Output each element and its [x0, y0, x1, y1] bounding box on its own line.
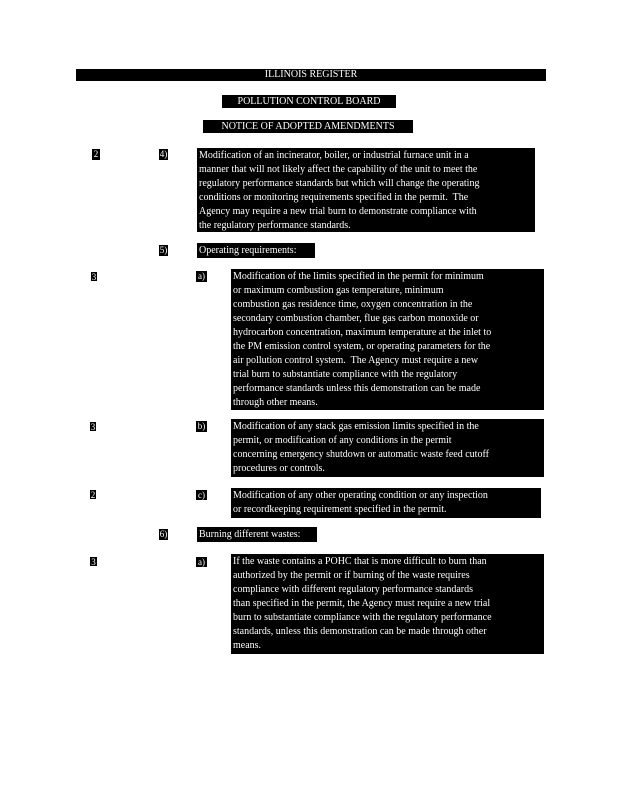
item-label: 5) — [159, 245, 168, 255]
paragraph-line: authorized by the permit or if burning of the waste requires — [233, 570, 470, 581]
paragraph-line: procedures or controls. — [233, 463, 325, 474]
notice-title: NOTICE OF ADOPTED AMENDMENTS — [203, 120, 413, 133]
paragraph-line: or maximum combustion gas temperature, minimum — [233, 285, 444, 296]
item-paragraph — [231, 419, 544, 477]
item-heading — [197, 527, 317, 542]
board-title: POLLUTION CONTROL BOARD — [222, 95, 396, 108]
item-label: 4) — [159, 149, 168, 159]
paragraph-line: means. — [233, 640, 262, 651]
item-label: a) — [198, 557, 205, 567]
paragraph-line: permit, or modification of any conditions in the permit — [233, 435, 452, 446]
item-paragraph — [197, 148, 535, 232]
paragraph-line: If the waste contains a POHC that is more difficult to burn than — [233, 556, 487, 567]
margin-number: 3 — [91, 557, 96, 567]
paragraph-line: secondary combustion chamber, flue gas carbon monoxide or — [233, 313, 479, 324]
paragraph-line: Modification of the limits specified in the permit for minimum — [233, 271, 484, 282]
paragraph-line: concerning emergency shutdown or automatic waste feed cutoff — [233, 449, 489, 460]
paragraph-line: Modification of any other operating condition or any inspection — [233, 490, 488, 501]
paragraph-line: Operating requirements: — [199, 245, 297, 256]
paragraph-line: manner that will not likely affect the capability of the unit to meet the — [199, 164, 478, 175]
item-paragraph — [231, 269, 544, 410]
register-bar — [76, 69, 546, 81]
paragraph-line: standards, unless this demonstration can be made through other — [233, 626, 487, 637]
item-label: b) — [197, 421, 206, 431]
item-label: c) — [198, 490, 205, 500]
paragraph-line: regulatory performance standards but which will change the operating — [199, 178, 480, 189]
paragraph-line: the regulatory performance standards. — [199, 220, 351, 231]
item-label: a) — [198, 271, 205, 281]
paragraph-line: Agency may require a new trial burn to demonstrate compliance with — [199, 206, 477, 217]
paragraph-line: Burning different wastes: — [199, 529, 301, 540]
margin-number: 3 — [91, 272, 97, 282]
paragraph-line: Modification of any stack gas emission limits specified in the — [233, 421, 479, 432]
item-label: 6) — [159, 529, 168, 539]
register-title: ILLINOIS REGISTER — [264, 69, 358, 80]
paragraph-line: Modification of an incinerator, boiler, or industrial furnace unit in a — [199, 150, 469, 161]
item-paragraph — [231, 554, 544, 654]
paragraph-line: conditions or monitoring requirements specified in the permit. The — [199, 192, 469, 203]
item-paragraph — [231, 488, 541, 518]
paragraph-line: or recordkeeping requirement specified in the permit. — [233, 504, 447, 515]
paragraph-line: than specified in the permit, the Agency must require a new trial — [233, 598, 491, 609]
paragraph-line: hydrocarbon concentration, maximum temperature at the inlet to — [233, 327, 492, 338]
paragraph-line: burn to substantiate compliance with the regulatory performance — [233, 612, 492, 623]
paragraph-line: trial burn to substantiate compliance with the regulatory — [233, 369, 458, 380]
margin-number: 2 — [93, 149, 99, 159]
paragraph-line: through other means. — [233, 397, 318, 408]
paragraph-line: combustion gas residence time, oxygen concentration in the — [233, 299, 473, 310]
margin-number: 3 — [90, 422, 96, 432]
paragraph-line: the PM emission control system, or operating parameters for the — [233, 341, 491, 352]
paragraph-line: air pollution control system. The Agency must require a new — [233, 355, 479, 366]
paragraph-line: compliance with different regulatory performance standards — [233, 584, 473, 595]
paragraph-line: performance standards unless this demonstration can be made — [233, 383, 481, 394]
margin-number: 2 — [90, 490, 96, 500]
item-heading — [197, 243, 315, 258]
